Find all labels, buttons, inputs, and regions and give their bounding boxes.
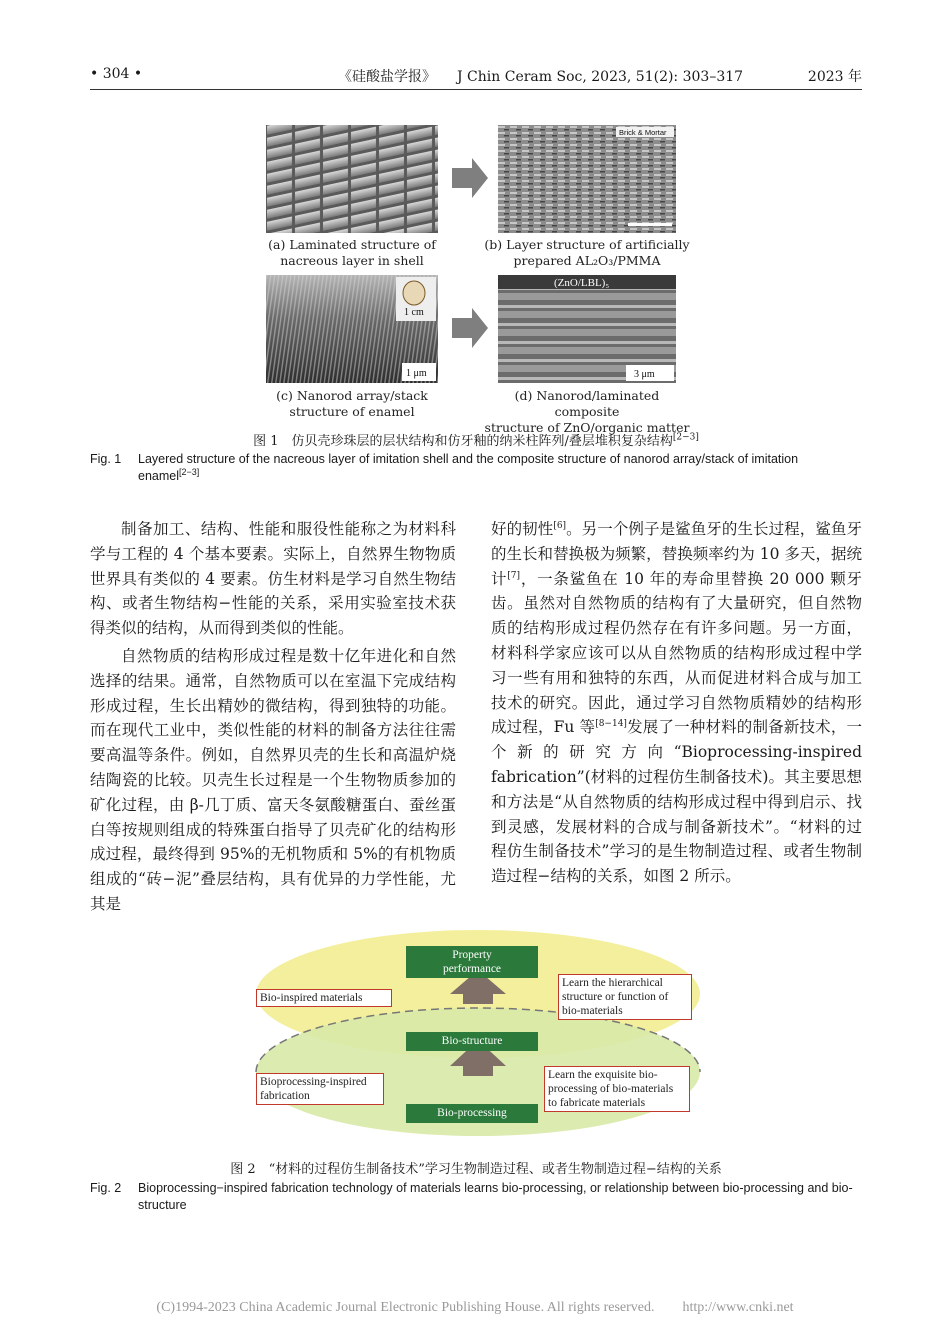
fig1-label-zh: 图 1 bbox=[253, 434, 279, 449]
fig2-caption-zh bbox=[90, 1158, 862, 1177]
fig1-caption-en bbox=[90, 451, 862, 485]
fig2-learn-hierarchical-box: Learn the hierarchical structure or function of bio-materials bbox=[558, 974, 692, 1020]
right-text-a: 好的韧性 bbox=[491, 520, 554, 538]
fig2-caption-en bbox=[90, 1180, 862, 1214]
fig1-panel-c-image bbox=[266, 275, 438, 383]
fig1-panel-c-scale-2: 1 μm bbox=[406, 368, 427, 379]
fig2-bio-inspired-box: Bio-inspired materials bbox=[256, 989, 392, 1007]
fig2-title-zh: “材料的过程仿生制备技术”学习生物制造过程、或者生物制造过程−结构的关系 bbox=[268, 1162, 722, 1177]
right-paragraph-1 bbox=[491, 517, 862, 889]
fig2-title-en: Bioprocessing−inspired fabrication technology of materials learns bio-processing, or relationship between bio-processing and bio-structure bbox=[138, 1181, 853, 1212]
fig2-property-box: Property performance bbox=[406, 946, 538, 978]
fig1-caption-zh bbox=[90, 430, 862, 449]
fig1-ref-en: [2−3] bbox=[179, 466, 200, 477]
fig1-panel-d-scale: 3 μm bbox=[634, 369, 655, 380]
fig1-title-en: Layered structure of the nacreous layer of imitation shell and the composite structure of nanorod array/stack of imitation enamel bbox=[138, 452, 799, 483]
fig2-bioprocessing-inspired-box: Bioprocessing-inspired fabrication bbox=[256, 1073, 384, 1105]
fig2-label-en: Fig. 2 bbox=[90, 1181, 122, 1195]
left-paragraph-2: 自然物质的结构形成过程是数十亿年进化和自然选择的结果。通常，自然物质可以在室温下完成结构形成过程，生长出精妙的微结构，得到独特的功能。而在现代工业中，类似性能的材料的制备方法往往需要高温等条件。例如，自然界贝壳的生长和高温炉烧结陶瓷的比较。贝壳生长过程是一个生物物质参加的矿化过程，由 β-几丁质、富天冬氨酸糖蛋白、蚕丝蛋白等按规则组成的特殊蛋白指导了贝壳矿化的结构形成过程，最终得到 95%的无机物质和 5%的有机物质组成的“砖−泥”叠层结构，具有优异的力学性能，尤其是 bbox=[90, 646, 456, 913]
fig1-panel-b-image bbox=[498, 125, 676, 233]
fig2-diagram bbox=[248, 926, 708, 1140]
fig1-panel-d-caption: (d) Nanorod/laminated composite structure of ZnO/organic matter bbox=[484, 388, 690, 435]
fig1-ref-zh: [2−3] bbox=[672, 432, 699, 443]
fig1-arrow-bottom bbox=[452, 308, 488, 348]
fig1-title-zh: 仿贝壳珍珠层的层状结构和仿牙釉的纳米柱阵列/叠层堆积复杂结构 bbox=[291, 434, 673, 449]
page-number: • 304 • bbox=[90, 66, 143, 82]
year: 2023 年 bbox=[807, 69, 862, 85]
fig1-panel-a-image bbox=[266, 125, 438, 233]
fig1-panel-d-image bbox=[498, 275, 676, 383]
right-text-b: 。另一个例子是鲨鱼牙的生长过程，鲨鱼牙的生长和替换极为频繁，替换频率约为 10 多天，据统计 bbox=[491, 520, 862, 588]
right-text-c: ，一条鲨鱼在 10 年的寿命里替换 20 000 颗牙齿。虽然对自然物质的结构有了大量研究，但自然物质的结构形成过程仍然存在有许多问题。另一方面，材料科学家应该可以从自然物质的结构形成过程中学习一些有用和独特的东西，从而促进材料合成与加工技术的研究。因此，通过学习自然物质精妙的结构形成过程，Fu 等 bbox=[491, 569, 862, 737]
fig1-label-en: Fig. 1 bbox=[90, 452, 122, 466]
left-paragraph-1: 制备加工、结构、性能和服役性能称之为材料科学与工程的 4 个基本要素。实际上，自然界生物物质世界具有类似的 4 要素。仿生材料是学习自然生物结构、或者生物结构−性能的关系，采用实验室技术获得类似的结构，从而得到类似的性能。 bbox=[90, 520, 456, 638]
fig2-bio-structure-box: Bio-structure bbox=[406, 1032, 538, 1051]
fig1-panel-d-inset-label: (ZnO/LBL)₅ bbox=[554, 277, 610, 289]
copyright-footer: (C)1994-2023 China Academic Journal Electronic Publishing House. All rights reserved. http://www.cnki.net bbox=[156, 1300, 794, 1315]
right-text-d: 发展了一种材料的制备新技术，一个新的研究方向“Bioprocessing-inspired fabrication”(材料的过程仿生制备技术)。其主要思想和方法是“从自然物质的结构形成过程中得到启示、找到灵感，发展材料的合成与制备新技术”。“材料的过程仿生制备技术”学习的是生物制造过程、或者生物制造过程−结构的关系，如图 2 所示。 bbox=[491, 718, 862, 886]
journal-citation: 《硅酸盐学报》 J Chin Ceram Soc, 2023, 51(2): 303–317 bbox=[338, 69, 744, 85]
right-column bbox=[491, 517, 862, 892]
header-rule bbox=[90, 89, 862, 90]
ref-7: [7] bbox=[507, 570, 521, 581]
fig2-learn-exquisite-box: Learn the exquisite bio- processing of bio-materials to fabricate materials bbox=[544, 1066, 690, 1112]
ref-8-14: [8−14] bbox=[595, 719, 627, 730]
running-header bbox=[90, 66, 862, 88]
ref-6: [6] bbox=[553, 520, 567, 531]
fig2-bio-processing-box: Bio-processing bbox=[406, 1104, 538, 1123]
fig2-label-zh: 图 2 bbox=[230, 1162, 256, 1177]
fig1-panel-b-caption: (b) Layer structure of artificially prepared AL₂O₃/PMMA bbox=[484, 237, 690, 268]
fig1-panel-c-caption: (c) Nanorod array/stack structure of enamel bbox=[276, 388, 428, 419]
fig1-arrow-top bbox=[452, 158, 488, 198]
fig1-panel-b-inset-label: Brick & Mortar bbox=[619, 128, 667, 137]
fig1-panel-a-caption: (a) Laminated structure of nacreous layer in shell bbox=[268, 237, 436, 268]
fig1-panel-c-scale-1: 1 cm bbox=[404, 307, 424, 318]
left-column bbox=[90, 517, 456, 920]
